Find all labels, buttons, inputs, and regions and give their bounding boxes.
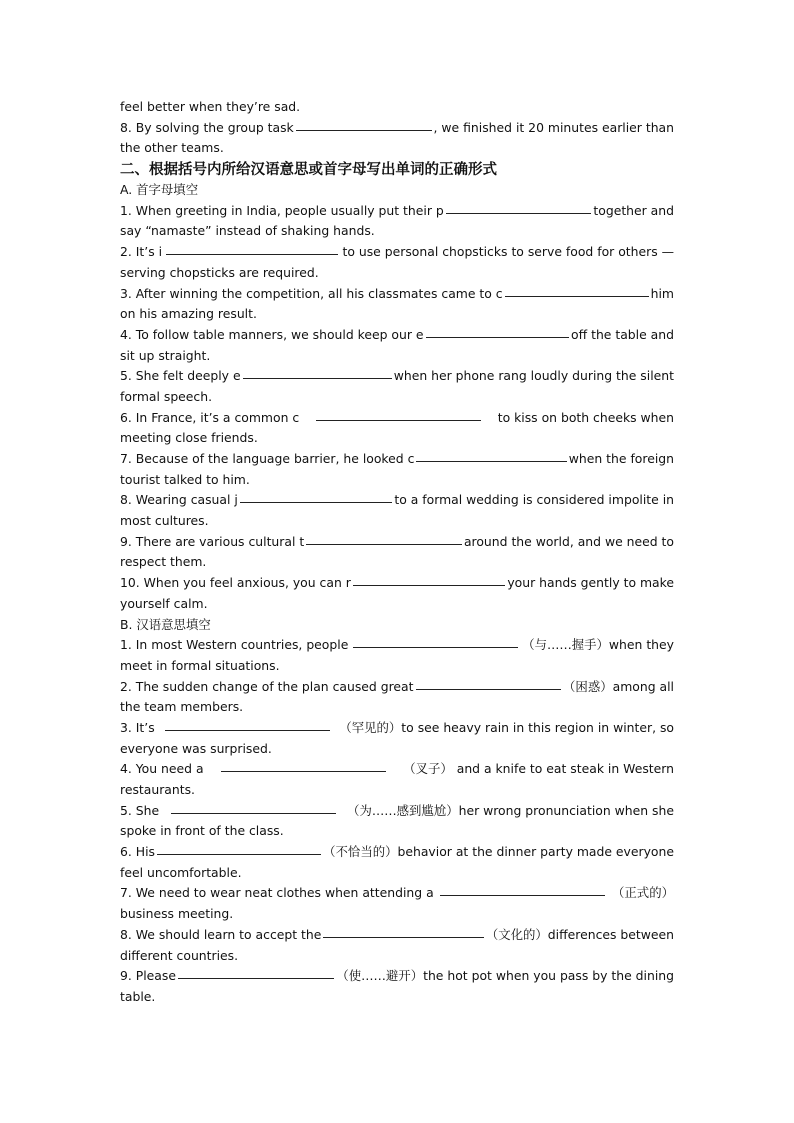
answer-blank[interactable] <box>505 284 649 297</box>
question-text: （不恰当的）behavior at the dinner party made everyone <box>323 844 674 860</box>
question-line <box>120 842 674 863</box>
question-continuation: restaurants. <box>120 782 195 797</box>
question-continuation: most cultures. <box>120 513 209 529</box>
answer-blank[interactable] <box>440 883 605 896</box>
part-a-list <box>120 201 674 615</box>
question-line <box>120 573 674 594</box>
question-text: （叉子） and a knife to eat steak in Western <box>403 761 674 777</box>
answer-blank[interactable] <box>157 842 321 855</box>
question-text: （为……感到尴尬）her wrong pronunciation when she <box>347 802 674 818</box>
question-line <box>120 490 674 511</box>
question-text: （罕见的）to see heavy rain in this region in winter, so <box>339 719 674 735</box>
question-text: 8. We should learn to accept the <box>120 926 322 942</box>
part-b-title: B. 汉语意思填空 <box>120 616 211 632</box>
question-line <box>120 201 674 222</box>
question-line <box>120 759 674 780</box>
answer-blank[interactable] <box>221 759 386 772</box>
answer-blank[interactable] <box>240 490 393 503</box>
answer-blank[interactable] <box>353 635 518 648</box>
question-continuation: the other teams. <box>120 140 224 156</box>
question-text: 4. To follow table manners, we should keep our e <box>120 326 424 342</box>
question-text: to a formal wedding is considered impolite in <box>394 492 674 508</box>
question-text: 9. Please <box>120 968 176 984</box>
question-continuation: the team members. <box>120 699 244 715</box>
question-text: your hands gently to make <box>507 575 674 591</box>
question-continuation: spoke in front of the class. <box>120 823 284 839</box>
answer-blank[interactable] <box>446 201 592 214</box>
question-text: （正式的） <box>612 885 674 901</box>
question-text: 2. The sudden change of the plan caused great <box>120 678 414 694</box>
part-a-title: A. 首字母填空 <box>120 182 199 198</box>
question-text: 1. In most Western countries, people <box>120 637 349 653</box>
section-heading: 二、根据括号内所给汉语意思或首字母写出单词的正确形式 <box>120 161 497 179</box>
question-line <box>120 925 674 946</box>
question-text: , we finished it 20 minutes earlier than <box>433 119 674 135</box>
question-line <box>120 366 674 387</box>
answer-blank[interactable] <box>306 532 462 545</box>
question-text: 2. It’s i <box>120 244 163 260</box>
answer-blank[interactable] <box>416 677 562 690</box>
question-line <box>120 718 674 739</box>
question-continuation: different countries. <box>120 947 239 963</box>
question-line <box>120 242 674 263</box>
question-line <box>120 118 674 139</box>
answer-blank[interactable] <box>323 925 483 938</box>
answer-blank[interactable] <box>243 366 392 379</box>
question-line <box>120 408 674 429</box>
question-text: 8. By solving the group task <box>120 119 294 135</box>
question-text: 7. We need to wear neat clothes when attending a <box>120 885 434 901</box>
question-text: 6. In France, it’s a common c <box>120 409 300 425</box>
question-line <box>120 677 674 698</box>
question-continuation: say “namaste” instead of shaking hands. <box>120 223 375 239</box>
question-text: to use personal chopsticks to serve food for others — <box>342 244 674 260</box>
question-text: 8. Wearing casual j <box>120 492 238 508</box>
question-continuation: respect them. <box>120 554 207 570</box>
answer-blank[interactable] <box>316 408 481 421</box>
question-text: 9. There are various cultural t <box>120 533 305 549</box>
answer-blank[interactable] <box>353 573 505 586</box>
text-line <box>120 97 674 118</box>
question-text: 5. She felt deeply e <box>120 368 241 384</box>
question-text: 3. It’s <box>120 719 155 735</box>
part-b-list <box>120 635 674 1007</box>
question-text: 6. His <box>120 844 155 860</box>
answer-blank[interactable] <box>166 242 338 255</box>
question-text: around the world, and we need to <box>463 533 674 549</box>
question-continuation: serving chopsticks are required. <box>120 264 319 280</box>
question-text: when the foreign <box>568 451 674 466</box>
question-line <box>120 966 674 987</box>
answer-blank[interactable] <box>426 325 570 338</box>
answer-blank[interactable] <box>165 718 330 731</box>
question-text: （困惑）among all <box>563 678 674 694</box>
worksheet-page <box>120 97 674 1008</box>
answer-blank[interactable] <box>171 801 336 814</box>
question-continuation: everyone was surprised. <box>120 740 272 756</box>
answer-blank[interactable] <box>178 966 334 979</box>
question-continuation: table. <box>120 988 156 1004</box>
question-line <box>120 801 674 822</box>
question-line <box>120 325 674 346</box>
question-text: （与……握手）when they <box>522 637 674 653</box>
question-continuation: meet in formal situations. <box>120 657 280 673</box>
question-continuation: on his amazing result. <box>120 306 257 322</box>
question-text: when her phone rang loudly during the silent <box>393 368 674 384</box>
question-continuation: meeting close friends. <box>120 430 258 446</box>
question-line <box>120 883 674 904</box>
answer-blank[interactable] <box>416 449 566 462</box>
question-text: （文化的）differences between <box>485 926 674 942</box>
question-continuation: tourist talked to him. <box>120 471 250 487</box>
question-line <box>120 532 674 553</box>
question-continuation: business meeting. <box>120 906 234 922</box>
question-continuation: formal speech. <box>120 388 213 404</box>
question-text: together and <box>593 202 674 218</box>
question-continuation: yourself calm. <box>120 595 208 611</box>
text-line <box>120 138 674 159</box>
question-line <box>120 284 674 305</box>
question-line <box>120 449 674 470</box>
question-text: 4. You need a <box>120 761 204 777</box>
question-text: off the table and <box>571 326 674 342</box>
question-continuation: feel uncomfortable. <box>120 864 242 880</box>
question-text: 1. When greeting in India, people usually put their p <box>120 202 444 218</box>
question-text: 7. Because of the language barrier, he looked c <box>120 451 415 466</box>
question-text: （使……避开）the hot pot when you pass by the dining <box>336 968 674 984</box>
question-text: him <box>650 285 674 301</box>
carryover-text: feel better when they’re sad. <box>120 99 301 114</box>
question-text: 5. She <box>120 802 160 818</box>
question-line <box>120 635 674 656</box>
question-continuation: sit up straight. <box>120 347 211 363</box>
question-text: to kiss on both cheeks when <box>497 409 674 425</box>
answer-blank[interactable] <box>296 118 432 131</box>
question-text: 10. When you feel anxious, you can r <box>120 575 351 591</box>
question-text: 3. After winning the competition, all his classmates came to c <box>120 285 503 301</box>
